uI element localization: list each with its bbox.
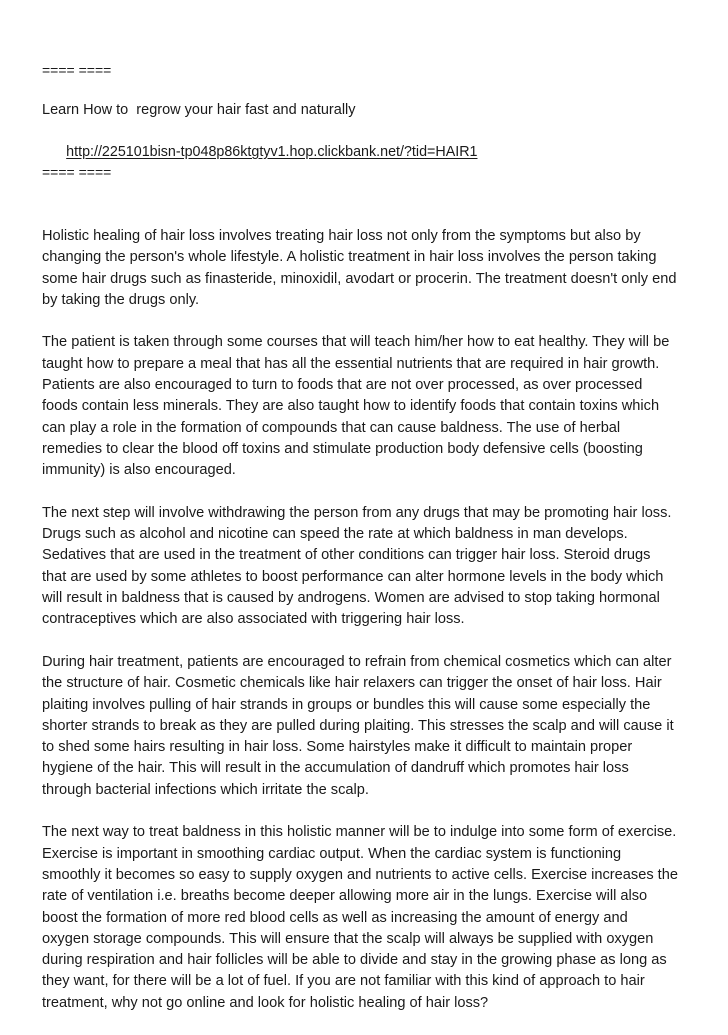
paragraph-line: hygiene of the hair. This will result in the accumulation of dandruff which promotes hair loss bbox=[42, 760, 629, 777]
paragraph-line: oxygen storage compounds. This will ensure that the scalp will always be supplied with oxygen bbox=[42, 930, 654, 947]
promo-title: Learn How to regrow your hair fast and naturally bbox=[42, 102, 356, 118]
separator-top: ==== ==== bbox=[42, 62, 112, 78]
paragraph-line: The patient is taken through some courses that will teach him/her how to eat healthy. They will be bbox=[42, 334, 670, 351]
paragraph-line: remedies to clear the blood off toxins and stimulate production body defensive cells (boosting bbox=[42, 440, 643, 457]
paragraph-line: will result in baldness that is caused by androgens. Women are advised to stop taking hormonal bbox=[42, 590, 660, 607]
paragraph bbox=[42, 332, 692, 481]
paragraph-line: The next way to treat baldness in this holistic manner will be to indulge into some form of exercise. bbox=[42, 824, 677, 841]
paragraph-line: smoothly it becomes so easy to supply oxygen and nutrients to active cells. Exercise increases the bbox=[42, 866, 678, 883]
paragraph-line: Exercise is important in smoothing cardiac output. When the cardiac system is functioning bbox=[42, 845, 622, 862]
paragraph-line: The next step will involve withdrawing the person from any drugs that may be promoting hair loss. bbox=[42, 504, 672, 521]
article-body bbox=[42, 226, 692, 1014]
paragraph-line: taught how to prepare a meal that has all the essential nutrients that are required in hair growth. bbox=[42, 355, 660, 372]
paragraph-line: through bacterial infections which irritate the scalp. bbox=[42, 781, 369, 798]
paragraph-line: to shed some hairs resulting in hair loss. Some hairstyles make it difficult to maintain proper bbox=[42, 739, 633, 756]
paragraph-line: that are used by some athletes to boost performance can alter hormone levels in the body which bbox=[42, 568, 664, 585]
paragraph-line: shorter strands to break as they are pulled during plaiting. This stresses the scalp and will cause it bbox=[42, 717, 674, 734]
paragraph-line: immunity) is also encouraged. bbox=[42, 462, 236, 479]
paragraph bbox=[42, 226, 692, 311]
paragraph-line: they want, for there will be a lot of fuel. If you are not familiar with this kind of approach to hair bbox=[42, 973, 645, 990]
paragraph-line: treatment, why not go online and look for holistic healing of hair loss? bbox=[42, 994, 489, 1011]
paragraph-line: During hair treatment, patients are encouraged to refrain from chemical cosmetics which can alter bbox=[42, 653, 672, 670]
paragraph-line: contraceptives which are also associated with triggering hair loss. bbox=[42, 611, 465, 628]
paragraph-line: boost the formation of more red blood cells as well as increasing the amount of energy and bbox=[42, 909, 628, 926]
promo-link[interactable]: http://225101bisn-tp048p86ktgtyv1.hop.clickbank.net/?tid=HAIR1 bbox=[66, 144, 478, 160]
promo-header bbox=[42, 100, 692, 160]
paragraph-line: by taking the drugs only. bbox=[42, 291, 200, 308]
paragraph bbox=[42, 822, 692, 1014]
paragraph-line: plaiting involves pulling of hair strands in groups or bundles this will cause some especially the bbox=[42, 696, 651, 713]
paragraph-line: can play a role in the formation of compounds that can cause baldness. The use of herbal bbox=[42, 419, 621, 436]
document-page bbox=[42, 60, 692, 1035]
paragraph-line: rate of ventilation i.e. breaths become deeper allowing more air in the lungs. Exercise will also bbox=[42, 888, 648, 905]
paragraph-line: some hair drugs such as finasteride, minoxidil, avodart or procerin. The treatment doesn't only end bbox=[42, 270, 677, 287]
separator-bottom: ==== ==== bbox=[42, 164, 112, 180]
paragraph-line: changing the person's whole lifestyle. A holistic treatment in hair loss involves the person taking bbox=[42, 249, 657, 266]
paragraph-line: Drugs such as alcohol and nicotine can speed the rate at which baldness in man develops. bbox=[42, 526, 628, 543]
paragraph-line: Patients are also encouraged to turn to foods that are not over processed, as over processed bbox=[42, 377, 643, 394]
paragraph bbox=[42, 503, 692, 631]
paragraph-line: Holistic healing of hair loss involves treating hair loss not only from the symptoms but also by bbox=[42, 228, 641, 244]
paragraph-line: during respiration and hair follicles will be able to divide and stay in the growing phase as long as bbox=[42, 952, 667, 969]
paragraph-line: foods contain less minerals. They are also taught how to identify foods that contain toxins which bbox=[42, 398, 660, 415]
promo-link-line bbox=[42, 121, 692, 160]
paragraph-line: Sedatives that are used in the treatment of other conditions can trigger hair loss. Steroid drugs bbox=[42, 547, 651, 564]
paragraph-line: the structure of hair. Cosmetic chemicals like hair relaxers can trigger the onset of hair loss. Hair bbox=[42, 675, 662, 692]
paragraph bbox=[42, 652, 692, 801]
